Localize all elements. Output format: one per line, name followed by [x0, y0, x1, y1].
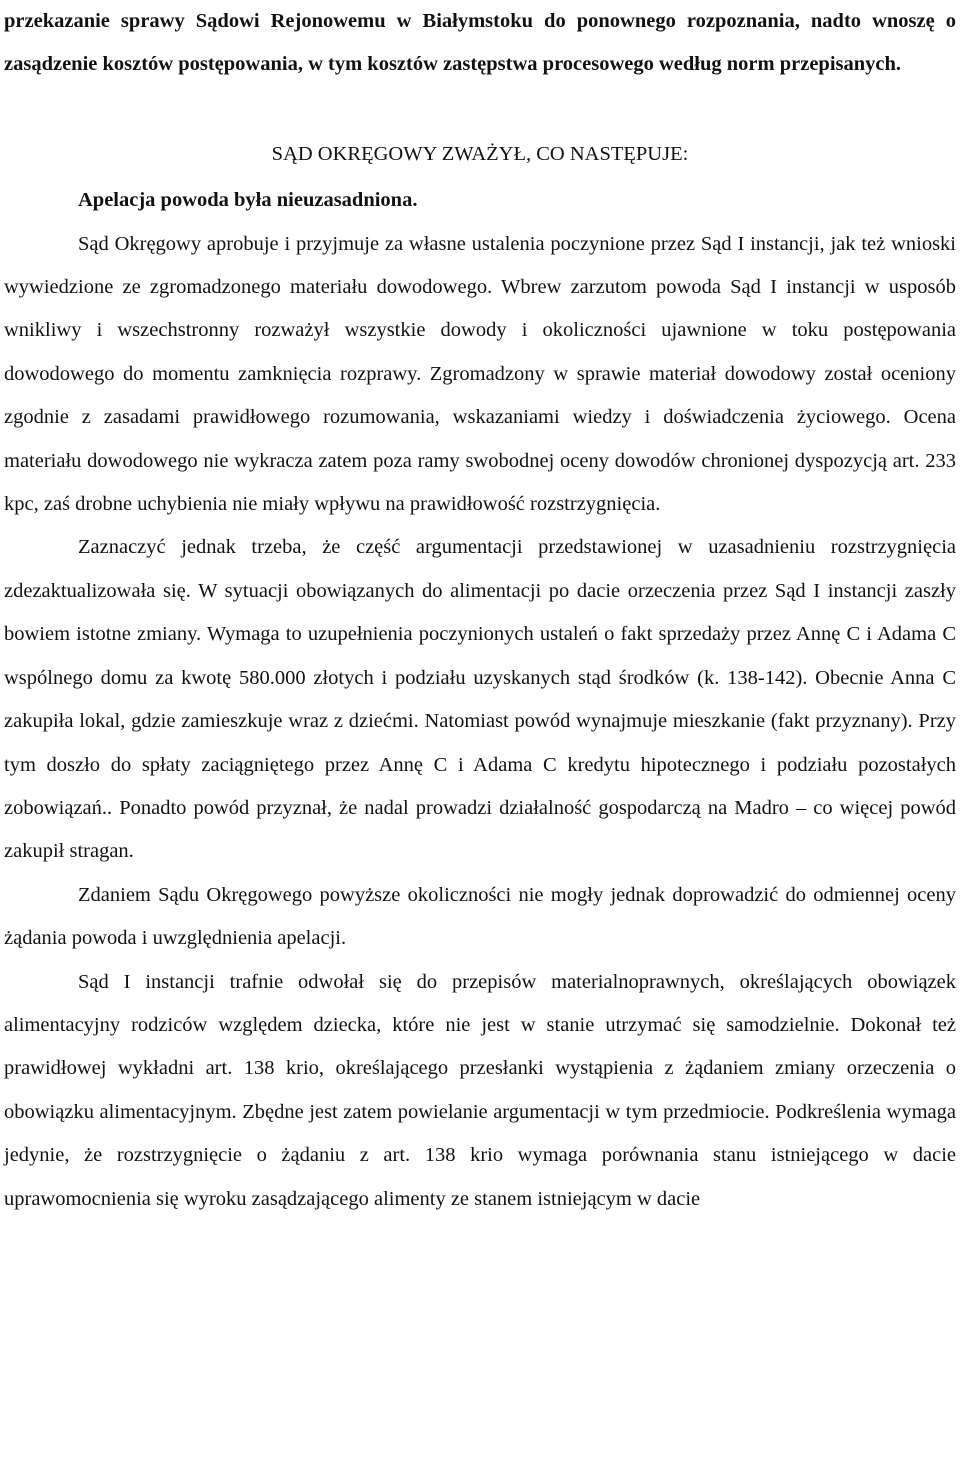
intro-paragraph: przekazanie sprawy Sądowi Rejonowemu w Białymstoku do ponownego rozpoznania, nadto wnoszę o zasądzenie kosztów postępowania, w tym kosztów zastępstwa procesowego według norm przepisanych.	[4, 10, 956, 76]
section-heading: SĄD OKRĘGOWY ZWAŻYŁ, CO NASTĘPUJE:	[271, 142, 689, 165]
paragraph-4: Sąd I instancji trafnie odwołał się do przepisów materialnoprawnych, określających obowiązek alimentacyjny rodziców względem dziecka, które nie jest w stanie utrzymać się samodzielnie. Dokonał też prawidłowej wykładni art. 138 krio, określającego przesłanki wystąpienia z żądaniem zmiany orzeczenia o obowiązku alimentacyjnym. Zbędne jest zatem powielanie argumentacji w tym przedmiocie. Podkreślenia wymaga jedynie, że rozstrzygnięcie o żądaniu z art. 138 krio wymaga porównania stanu istniejącego w dacie uprawomocnienia się wyroku zasądzającego alimenty ze stanem istniejącym w dacie	[4, 970, 956, 1210]
paragraph-2: Zaznaczyć jednak trzeba, że część argumentacji przedstawionej w uzasadnieniu rozstrzygnięcia zdezaktualizowała się. W sytuacji obowiązanych do alimentacji po dacie orzeczenia przez Sąd I instancji zaszły bowiem istotne zmiany. Wymaga to uzupełnienia poczynionych ustaleń o fakt sprzedaży przez Annę C i Adama C wspólnego domu za kwotę 580.000 złotych i podziału uzyskanych stąd środków (k. 138-142). Obecnie Anna C zakupiła lokal, gdzie zamieszkuje wraz z dziećmi. Natomiast powód wynajmuje mieszkanie (fakt przyznany). Przy tym doszło do spłaty zaciągniętego przez Annę C i Adama C kredytu hipotecznego i podziału pozostałych zobowiązań.. Ponadto powód przyznał, że nadal prowadzi działalność gospodarczą na Madro – co więcej powód zakupił stragan.	[4, 536, 956, 863]
paragraph-1: Sąd Okręgowy aprobuje i przyjmuje za własne ustalenia poczynione przez Sąd I instancji, jak też wnioski wywiedzione ze zgromadzonego materiału dowodowego. Wbrew zarzutom powoda Sąd I instancji w usposób wnikliwy i wszechstronny rozważył wszystkie dowody i okoliczności ujawnione w toku postępowania dowodowego do momentu zamknięcia rozprawy. Zgromadzony w sprawie materiał dowodowy został oceniony zgodnie z zasadami prawidłowego rozumowania, wskazaniami wiedzy i doświadczenia życiowego. Ocena materiału dowodowego nie wykracza zatem poza ramy swobodnej oceny dowodów chronionej dyspozycją art. 233 kpc, zaś drobne uchybienia nie miały wpływu na prawidłowość rozstrzygnięcia.	[4, 232, 956, 516]
verdict-line: Apelacja powoda była nieuzasadniona.	[78, 189, 418, 212]
paragraph-3: Zdaniem Sądu Okręgowego powyższe okoliczności nie mogły jednak doprowadzić do odmiennej oceny żądania powoda i uwzględnienia apelacji.	[4, 883, 956, 950]
document-page	[4, 0, 956, 1221]
